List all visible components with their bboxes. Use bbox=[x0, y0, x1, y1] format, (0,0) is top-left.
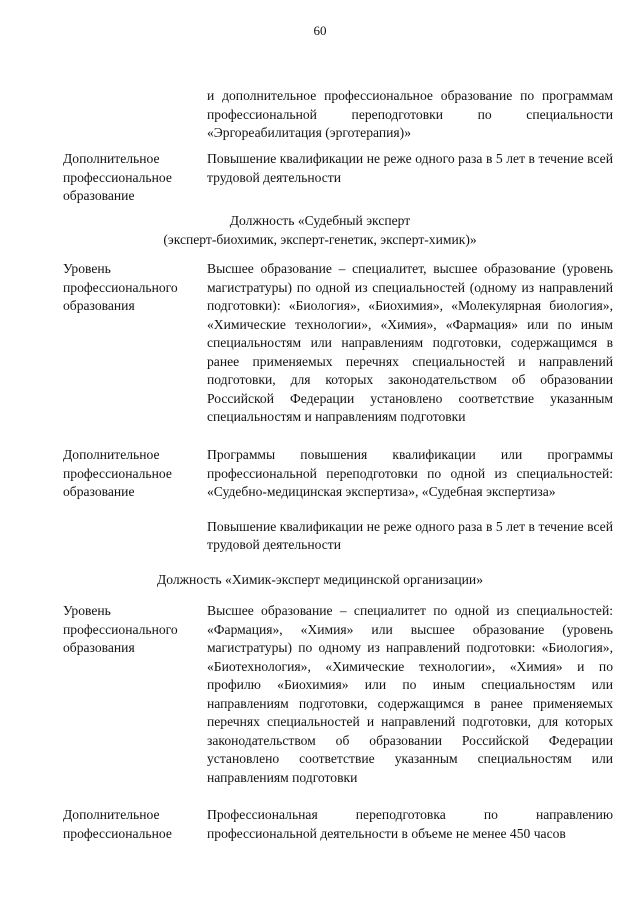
section3-additional-text: Профессиональная переподготовка по направлению профессиональной деятельности в объеме не менее 450 часов bbox=[207, 807, 613, 841]
section3-heading bbox=[0, 571, 640, 590]
section2-heading-line2: (эксперт-биохимик, эксперт-генетик, эксперт-химик)» bbox=[163, 231, 477, 247]
section2-additional-text: Программы повышения квалификации или программы профессиональной переподготовки по одной из специальностей: «Судебно-медицинская экспертиза», «Судебная экспертиза» Повышение квалификации не реже одного раза в 5 лет в течение всей трудовой деятельности bbox=[207, 447, 613, 552]
section2-heading bbox=[0, 212, 640, 249]
intro-continuation-text: и дополнительное профессиональное образование по программам профессиональной переподготовки по специальности «Эргореабилитация (эрготерапия)» bbox=[207, 88, 613, 140]
section3-level-label: Уровень профессионального образования bbox=[63, 603, 178, 655]
block1-additional-text: Повышение квалификации не реже одного раза в 5 лет в течение всей трудовой деятельности bbox=[207, 151, 613, 185]
section2-heading-line1: Должность «Судебный эксперт bbox=[229, 213, 411, 228]
section2-additional-label: Дополнительное профессиональное образование bbox=[63, 447, 172, 499]
page-number: 60 bbox=[313, 23, 327, 38]
section2-level-text: Высшее образование – специалитет, высшее образование (уровень магистратуры) по одной из специальностей (одному из направлений подготовки): «Биология», «Биохимия», «Молекулярная биология», «Химические технологии», «Химия», «Фармация» или по иным специальностям или направлениям подготовки, содержащимся в ранее применяемых перечнях специальностей и направлений подготовки, для которых законодательством об образовании Российской Федерации установлено соответствие указанным специальностям и направлениям подготовки bbox=[207, 261, 613, 424]
section2-level-label: Уровень профессионального образования bbox=[63, 261, 178, 313]
section3-heading-line: Должность «Химик-эксперт медицинской организации» bbox=[156, 572, 483, 587]
section3-additional-label: Дополнительное профессиональное bbox=[63, 807, 172, 841]
block1-additional-label: Дополнительное профессиональное образование bbox=[63, 151, 172, 203]
section3-level-text: Высшее образование – специалитет по одной из специальностей: «Фармация», «Химия» или высшее образование (уровень магистратуры) по одному из направлений подготовки: «Биология», «Биотехнология», «Химические технологии», «Химия» и по профилю «Биохимия» или по иным специальностям или направлениям подготовки, содержащимся в ранее применяемых перечнях специальностей и направлений подготовки, для которых законодательством об образовании Российской Федерации установлено соответствие указанным специальностям или направлениям подготовки bbox=[207, 603, 613, 785]
